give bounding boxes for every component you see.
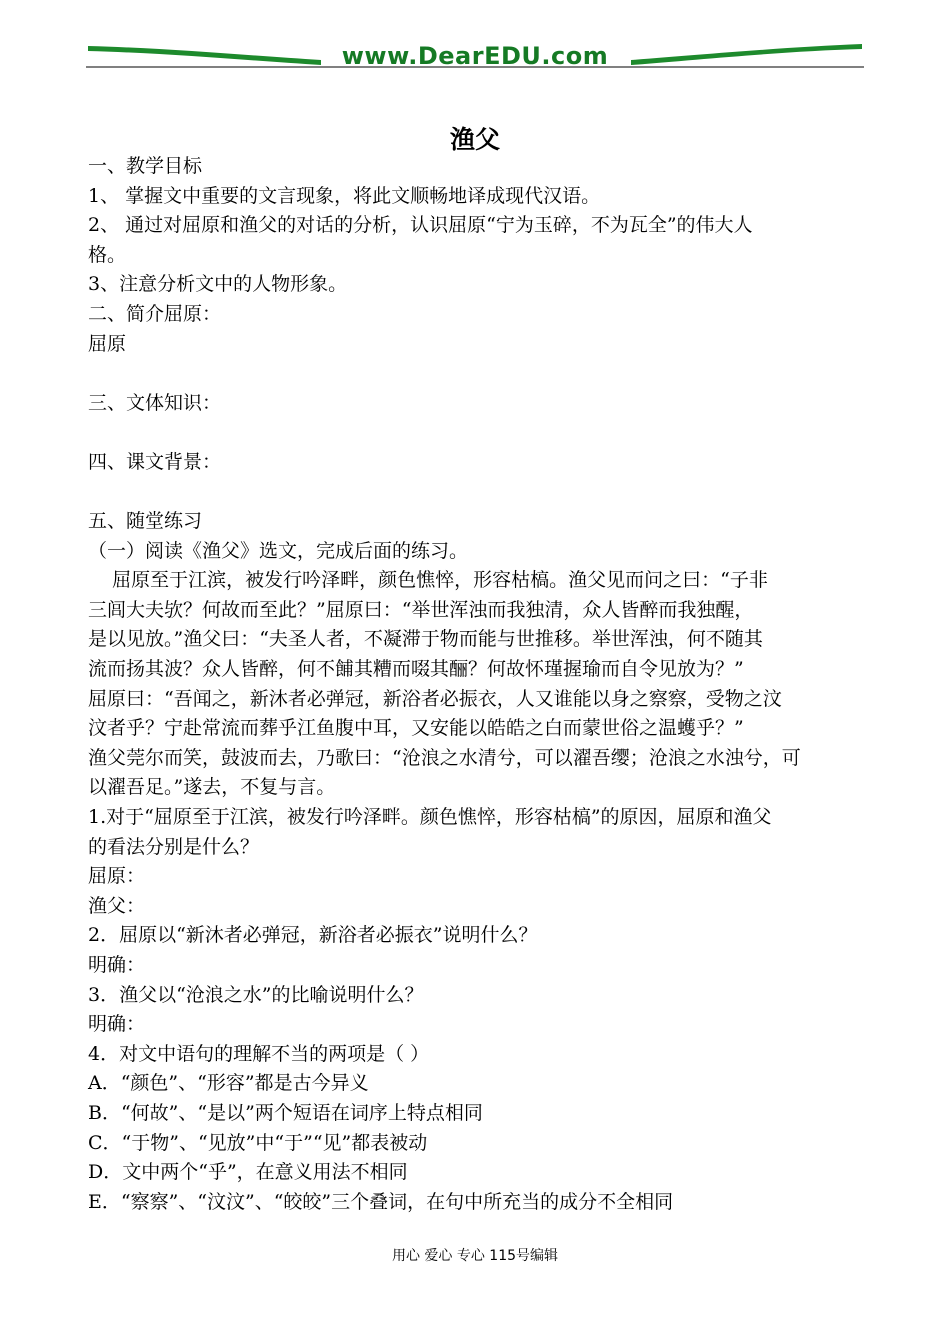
author-name: 屈原 (88, 333, 127, 355)
option-d: D．文中两个“乎”，在意义用法不相同 (88, 1161, 408, 1183)
heading-teaching-goals: 一、教学目标 (88, 155, 203, 177)
question-4: 4．对文中语句的理解不当的两项是（ ） (88, 1043, 430, 1065)
goal-item-continued: 格。 (88, 244, 127, 266)
answer-label-yufu: 渔父： (88, 895, 146, 917)
answer-label: 明确： (88, 1013, 146, 1035)
heading-background: 四、课文背景： (88, 451, 222, 473)
answer-label: 明确： (88, 954, 146, 976)
answer-label-quyuan: 屈原： (88, 865, 146, 887)
passage-line: 以濯吾足。”遂去，不复与言。 (88, 776, 336, 798)
exercise-instruction: （一）阅读《渔父》选文，完成后面的练习。 (88, 540, 469, 562)
question-2: 2．屈原以“新沐者必弹冠，新浴者必振衣”说明什么？ (88, 924, 538, 946)
option-b: B．“何故”、“是以”两个短语在词序上特点相同 (88, 1102, 483, 1124)
passage-line: 三闾大夫欤？何故而至此？”屈原曰：“举世浑浊而我独清，众人皆醉而我独醒， (88, 599, 754, 621)
site-header (86, 36, 864, 76)
question-1: 1.对于“屈原至于江滨，被发行吟泽畔。颜色憔悴，形容枯槁”的原因，屈原和渔父 (88, 806, 772, 828)
heading-author-intro: 二、简介屈原： (88, 303, 222, 325)
heading-exercises: 五、随堂练习 (88, 510, 203, 532)
option-e: E．“察察”、“汶汶”、“皎皎”三个叠词，在句中所充当的成分不全相同 (88, 1191, 674, 1213)
goal-item: 3、注意分析文中的人物形象。 (88, 273, 348, 295)
goal-item: 2、 通过对屈原和渔父的对话的分析，认识屈原“宁为玉碎，不为瓦全”的伟大人 (88, 214, 753, 236)
passage-line: 是以见放。”渔父曰：“夫圣人者，不凝滞于物而能与世推移。举世浑浊，何不随其 (88, 628, 763, 650)
question-3: 3．渔父以“沧浪之水”的比喻说明什么？ (88, 984, 424, 1006)
question-1-continued: 的看法分别是什么？ (88, 836, 260, 858)
site-url-logo: www.DearEDU.com (341, 42, 609, 70)
option-a: A．“颜色”、“形容”都是古今异义 (88, 1072, 369, 1094)
heading-genre: 三、文体知识： (88, 392, 222, 414)
passage-line: 屈原至于江滨，被发行吟泽畔，颜色憔悴，形容枯槁。渔父见而问之曰：“子非 (88, 569, 768, 591)
passage-line: 屈原曰：“吾闻之，新沐者必弹冠，新浴者必振衣，人又谁能以身之察察，受物之汶 (88, 688, 782, 710)
goal-item: 1、 掌握文中重要的文言现象，将此文顺畅地译成现代汉语。 (88, 185, 601, 207)
passage-line: 流而扬其波？众人皆醉，何不餔其糟而啜其酾？何故怀瑾握瑜而自令见放为？” (88, 658, 744, 680)
option-c: C．“于物”、“见放”中“于”“见”都表被动 (88, 1132, 428, 1154)
passage-line: 渔父莞尔而笑，鼓波而去，乃歌曰：“沧浪之水清兮，可以濯吾缨；沧浪之水浊兮，可 (88, 747, 801, 769)
page-title: 渔父 (449, 125, 500, 154)
passage-line: 汶者乎？宁赴常流而葬乎江鱼腹中耳，又安能以皓皓之白而蒙世俗之温蠖乎？” (88, 717, 744, 739)
page-footer: 用心 爱心 专心 115号编辑 (391, 1248, 559, 1264)
